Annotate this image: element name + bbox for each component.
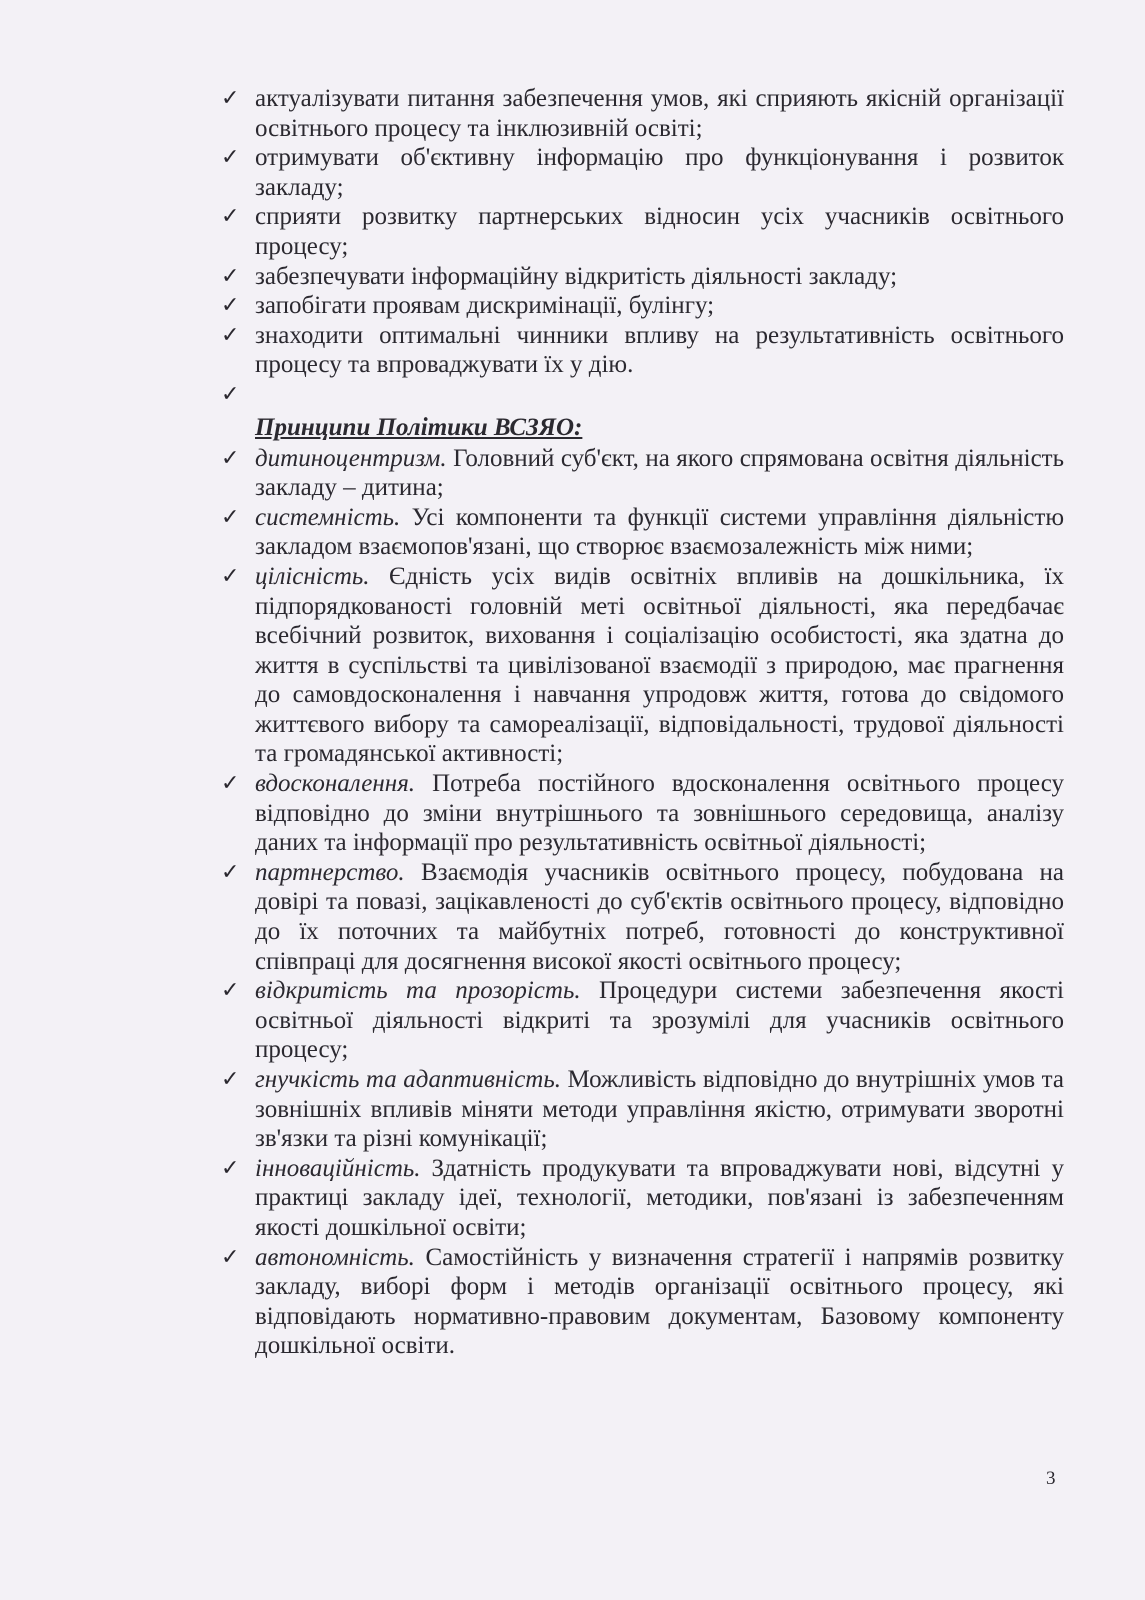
check-mark-icon: ✓ — [221, 293, 240, 319]
check-mark-icon: ✓ — [221, 445, 240, 471]
principle-term: дитиноцентризм. — [255, 444, 447, 472]
goal-item — [221, 143, 1064, 202]
principle-term: автономність. — [255, 1243, 415, 1271]
check-mark-icon: ✓ — [221, 978, 240, 1004]
check-mark-icon: ✓ — [221, 1155, 240, 1181]
goal-text: забезпечувати інформаційну відкритість діяльності закладу; — [255, 262, 898, 290]
check-mark-icon: ✓ — [221, 204, 240, 230]
principle-item — [221, 562, 1064, 769]
principle-item — [221, 1065, 1064, 1154]
goal-item — [221, 84, 1064, 143]
goal-item — [221, 202, 1064, 261]
check-mark-icon: ✓ — [221, 145, 240, 171]
goal-text: запобігати проявам дискримінації, булінгу; — [255, 292, 715, 320]
check-mark-icon: ✓ — [221, 1244, 240, 1270]
principle-text: Взаємодія учасників освітнього процесу, побудована на довірі та повазі, зацікавленості до суб'єктів освітнього процесу, відповідно до їх поточних та майбутніх потреб, готовності до конструктивної співпраці для досягнення високої якості освітнього процесу; — [255, 858, 1064, 975]
principle-item — [221, 1243, 1064, 1361]
principle-term: вдосконалення. — [255, 770, 416, 798]
check-mark-icon: ✓ — [221, 563, 240, 589]
check-mark-icon: ✓ — [221, 771, 240, 797]
goal-text: сприяти розвитку партнерських відносин усіх учасників освітнього процесу; — [255, 203, 1064, 260]
goal-text: отримувати об'єктивну інформацію про функціонування і розвиток закладу; — [255, 144, 1064, 201]
principle-text: Усі компоненти та функції системи управління діяльністю закладом взаємопов'язані, що створює взаємозалежність між ними; — [255, 503, 1064, 561]
goal-text: знаходити оптимальні чинники впливу на результативність освітнього процесу та впроваджувати їх у дію. — [255, 321, 1064, 379]
principle-text: Самостійність у визначення стратегії і напрямів розвитку закладу, виборі форм і методів організації освітнього процесу, які відповідають нормативно-правовим документам, Базовому компоненту дошкільної освіти. — [255, 1243, 1064, 1360]
principle-text: Єдність усіх видів освітніх впливів на дошкільника, їх підпорядкованості головній меті освітньої діяльності, яка передбачає всебічний розвиток, виховання і соціалізацію особистості, яка здатна до життя в суспільстві та цивілізованої взаємодії з природою, має прагнення до самовдосконалення і навчання упродовж життя, готова до свідомого життєвого вибору та самореалізації, відповідальності, трудової діяльності та громадянської активності; — [255, 562, 1064, 768]
goal-item — [221, 262, 1064, 292]
page-number: 3 — [1046, 1468, 1056, 1489]
principle-text: Процедури системи забезпечення якості освітньої діяльності відкриті та зрозумілі для учасників освітнього процесу; — [255, 977, 1064, 1064]
check-mark-icon: ✓ — [221, 381, 240, 407]
check-mark-icon: ✓ — [221, 322, 240, 348]
principle-text: Здатність продукувати та впроваджувати нові, відсутні у практиці закладу ідеї, технології, методики, пов'язані із забезпеченням якості дошкільної освіти; — [255, 1154, 1064, 1241]
goal-text: актуалізувати питання забезпечення умов, які сприяють якісній організації освітнього процесу та інклюзивній освіті; — [255, 85, 1064, 142]
principles-heading: Принципи Політики ВСЗЯО: — [255, 413, 583, 441]
principle-item — [221, 769, 1064, 858]
empty-check-item — [221, 380, 1064, 410]
principle-term: цілісність. — [255, 562, 370, 590]
goal-item — [221, 321, 1064, 380]
principle-text: Можливість відповідно до внутрішніх умов та зовнішніх впливів міняти методи управління якістю, отримувати зворотні зв'язки та різні комунікації; — [255, 1066, 1064, 1153]
principle-term: відкритість та прозорість. — [255, 977, 581, 1005]
check-mark-icon: ✓ — [221, 859, 240, 885]
goal-item — [221, 291, 1064, 321]
page-content — [221, 84, 1064, 1361]
principle-item — [221, 858, 1064, 976]
principle-term: гнучкість та адаптивність. — [255, 1066, 561, 1093]
principle-item — [221, 976, 1064, 1065]
principle-term: інноваційність. — [255, 1154, 421, 1182]
principle-item — [221, 1154, 1064, 1243]
check-mark-icon: ✓ — [221, 263, 240, 289]
check-mark-icon: ✓ — [221, 86, 240, 111]
check-mark-icon: ✓ — [221, 1067, 240, 1092]
principle-item — [221, 503, 1064, 562]
principle-item — [221, 444, 1064, 503]
principle-text: Головний суб'єкт, на якого спрямована освітня діяльність закладу – дитина; — [255, 444, 1064, 502]
principle-text: Потреба постійного вдосконалення освітнього процесу відповідно до зміни внутрішнього та зовнішнього середовища, аналізу даних та інформації про результативність освітньої діяльності; — [255, 770, 1064, 857]
principle-term: партнерство. — [255, 858, 405, 886]
principle-term: системність. — [255, 503, 401, 531]
check-mark-icon: ✓ — [221, 504, 240, 530]
